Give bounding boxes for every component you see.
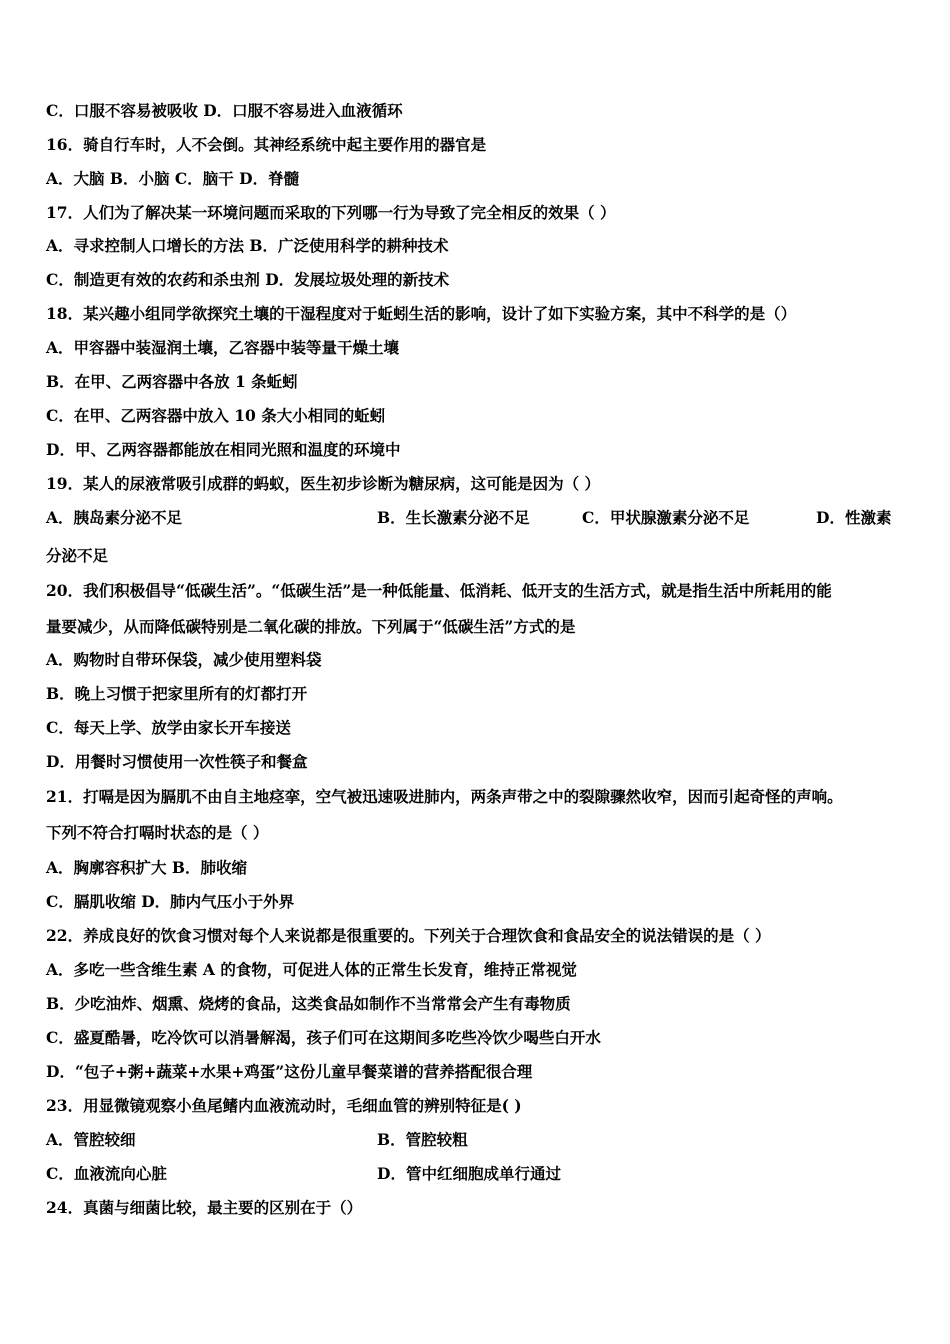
q23-stem: 23．用显微镜观察小鱼尾鳍内血液流动时，毛细血管的辨别特征是( )	[46, 1096, 522, 1115]
q22-stem: 22．养成良好的饮食习惯对每个人来说都是很重要的。下列关于合理饮食和食品安全的说法错误的是（ ）	[46, 926, 771, 945]
q17-options-ab: A．寻求控制人口增长的方法 B．广泛使用科学的耕种技术	[46, 236, 449, 255]
q18-option-b: B．在甲、乙两容器中各放 1 条蚯蚓	[46, 372, 298, 391]
q24-stem: 24．真菌与细菌比较，最主要的区别在于（）	[46, 1198, 363, 1217]
q22-option-a: A．多吃一些含维生素 A 的食物，可促进人体的正常生长发育，维持正常视觉	[46, 960, 577, 979]
q22-option-c: C．盛夏酷暑，吃冷饮可以消暑解渴，孩子们可在这期间多吃些冷饮少喝些白开水	[46, 1028, 601, 1047]
q19-option-a: A．胰岛素分泌不足	[46, 508, 183, 527]
q18-option-c: C．在甲、乙两容器中放入 10 条大小相同的蚯蚓	[46, 406, 386, 425]
q15-options-cd: C．口服不容易被吸收 D．口服不容易进入血液循环	[46, 101, 403, 120]
q21-options-cd: C．膈肌收缩 D．肺内气压小于外界	[46, 892, 295, 911]
q23-option-a: A．管腔较细	[46, 1130, 136, 1149]
q20-stem-line1: 20．我们积极倡导“低碳生活”。“低碳生活”是一种低能量、低消耗、低开支的生活方式，就是指生活中所耗用的能	[46, 581, 832, 600]
q17-stem: 17．人们为了解决某一环境问题而采取的下列哪一行为导致了完全相反的效果（ ）	[46, 203, 616, 222]
q20-option-a: A．购物时自带环保袋，减少使用塑料袋	[46, 650, 322, 669]
q16-stem: 16．骑自行车时，人不会倒。其神经系统中起主要作用的器官是	[46, 135, 487, 154]
q23-option-d: D．管中红细胞成单行通过	[377, 1164, 561, 1183]
q23-option-b: B．管腔较粗	[377, 1130, 468, 1149]
q19-option-d: D．性激素	[816, 508, 892, 527]
q22-option-d: D．“包子+粥+蔬菜+水果+鸡蛋”这份儿童早餐菜谱的营养搭配很合理	[46, 1062, 533, 1081]
q16-options: A．大脑 B．小脑 C．脑干 D．脊髓	[46, 169, 300, 188]
q23-option-c: C．血液流向心脏	[46, 1164, 167, 1183]
q19-option-d-continued: 分泌不足	[46, 546, 109, 565]
q21-stem-line2: 下列不符合打嗝时状态的是（ ）	[46, 823, 269, 842]
q19-option-c: C．甲状腺激素分泌不足	[582, 508, 750, 527]
q20-stem-line2: 量要减少，从而降低碳特别是二氧化碳的排放。下列属于“低碳生活”方式的是	[46, 617, 576, 636]
q18-stem: 18．某兴趣小组同学欲探究土壤的干湿程度对于蚯蚓生活的影响，设计了如下实验方案，其中不科学的是（）	[46, 304, 797, 323]
q19-stem: 19．某人的尿液常吸引成群的蚂蚁，医生初步诊断为糖尿病，这可能是因为（ ）	[46, 474, 600, 493]
q18-option-d: D．甲、乙两容器都能放在相同光照和温度的环境中	[46, 440, 401, 459]
q17-options-cd: C．制造更有效的农药和杀虫剂 D．发展垃圾处理的新技术	[46, 270, 450, 289]
q20-option-d: D．用餐时习惯使用一次性筷子和餐盒	[46, 752, 308, 771]
q20-option-b: B．晚上习惯于把家里所有的灯都打开	[46, 684, 308, 703]
q22-option-b: B．少吃油炸、烟熏、烧烤的食品，这类食品如制作不当常常会产生有毒物质	[46, 994, 571, 1013]
q20-option-c: C．每天上学、放学由家长开车接送	[46, 718, 291, 737]
q18-option-a: A．甲容器中装湿润土壤，乙容器中装等量干燥土壤	[46, 338, 400, 357]
q19-option-b: B．生长激素分泌不足	[377, 508, 530, 527]
q21-stem-line1: 21．打嗝是因为膈肌不由自主地痉挛，空气被迅速吸进肺内，两条声带之中的裂隙骤然收窄，因而引起奇怪的声响。	[46, 787, 843, 806]
q21-options-ab: A．胸廓容积扩大 B．肺收缩	[46, 858, 248, 877]
